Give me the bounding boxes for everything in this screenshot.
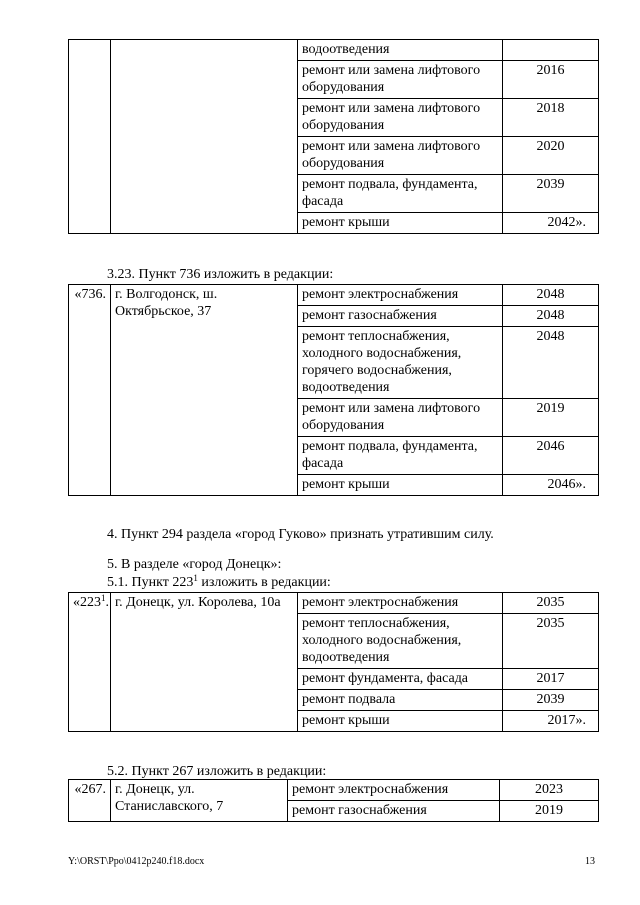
work-cell: ремонт подвала, фундамента, фасада: [298, 437, 503, 475]
year-cell: 2017».: [503, 711, 599, 732]
work-cell: ремонт или замена лифтового оборудования: [298, 399, 503, 437]
year-cell: 2019: [503, 399, 599, 437]
number-text: .: [105, 595, 109, 610]
heading-text: изложить в редакции:: [197, 575, 331, 590]
item-number: «267.: [69, 780, 111, 822]
superscript: 1: [101, 593, 106, 603]
table-row: [69, 593, 599, 614]
year-cell: 2023: [500, 780, 599, 801]
footer-file-path: Y:\ORST\Ppo\0412p240.f18.docx: [68, 856, 205, 867]
work-cell: ремонт крыши: [298, 711, 503, 732]
year-cell: 2020: [503, 137, 599, 175]
paragraph-4: 4. Пункт 294 раздела «город Гуково» признать утратившим силу.: [107, 527, 494, 542]
work-cell: ремонт электроснабжения: [298, 593, 503, 614]
item-number: «736.: [69, 285, 111, 496]
year-cell: 2039: [503, 175, 599, 213]
work-cell: ремонт газоснабжения: [298, 306, 503, 327]
year-cell: 2016: [503, 61, 599, 99]
heading-text: 5.1. Пункт 223: [107, 575, 194, 590]
work-cell: ремонт крыши: [298, 213, 503, 234]
year-cell: 2039: [503, 690, 599, 711]
num-cell: [69, 40, 111, 234]
table-continuation: [68, 39, 599, 234]
year-cell: 2017: [503, 669, 599, 690]
work-cell: ремонт крыши: [298, 475, 503, 496]
address-cell: [111, 40, 298, 234]
work-cell: ремонт подвала, фундамента, фасада: [298, 175, 503, 213]
table-item-223-1: [68, 592, 599, 732]
work-cell: ремонт или замена лифтового оборудования: [298, 61, 503, 99]
work-cell: ремонт фундамента, фасада: [298, 669, 503, 690]
number-text: «223: [73, 595, 101, 610]
year-cell: 2035: [503, 614, 599, 669]
footer-page-number: 13: [585, 856, 595, 867]
year-cell: 2018: [503, 99, 599, 137]
work-cell: ремонт подвала: [298, 690, 503, 711]
table-item-736: [68, 284, 599, 496]
work-cell: ремонт электроснабжения: [288, 780, 500, 801]
table-row: [69, 780, 599, 801]
year-cell: 2048: [503, 306, 599, 327]
item-number: [69, 593, 111, 732]
heading-3-23: 3.23. Пункт 736 изложить в редакции:: [107, 267, 334, 282]
work-cell: водоотведения: [298, 40, 503, 61]
work-cell: ремонт или замена лифтового оборудования: [298, 99, 503, 137]
work-cell: ремонт теплоснабжения, холодного водоснабжения, водоотведения: [298, 614, 503, 669]
table-row: [69, 285, 599, 306]
year-cell: 2019: [500, 801, 599, 822]
item-address: г. Донецк, ул. Станиславского, 7: [111, 780, 288, 822]
heading-5-2: 5.2. Пункт 267 изложить в редакции:: [107, 764, 327, 779]
item-address: г. Донецк, ул. Королева, 10а: [111, 593, 298, 732]
year-cell: [503, 40, 599, 61]
work-cell: ремонт или замена лифтового оборудования: [298, 137, 503, 175]
item-address: г. Волгодонск, ш. Октябрьское, 37: [111, 285, 298, 496]
year-cell: 2042».: [503, 213, 599, 234]
table-item-267: [68, 779, 599, 822]
work-cell: ремонт электроснабжения: [298, 285, 503, 306]
year-cell: 2048: [503, 327, 599, 399]
heading-5-1: [107, 574, 331, 591]
superscript: 1: [193, 573, 198, 583]
paragraph-5: 5. В разделе «город Донецк»:: [107, 557, 282, 572]
table-row: [69, 40, 599, 61]
year-cell: 2046».: [503, 475, 599, 496]
work-cell: ремонт газоснабжения: [288, 801, 500, 822]
year-cell: 2048: [503, 285, 599, 306]
year-cell: 2046: [503, 437, 599, 475]
year-cell: 2035: [503, 593, 599, 614]
work-cell: ремонт теплоснабжения, холодного водоснабжения, горячего водоснабжения, водоотведения: [298, 327, 503, 399]
